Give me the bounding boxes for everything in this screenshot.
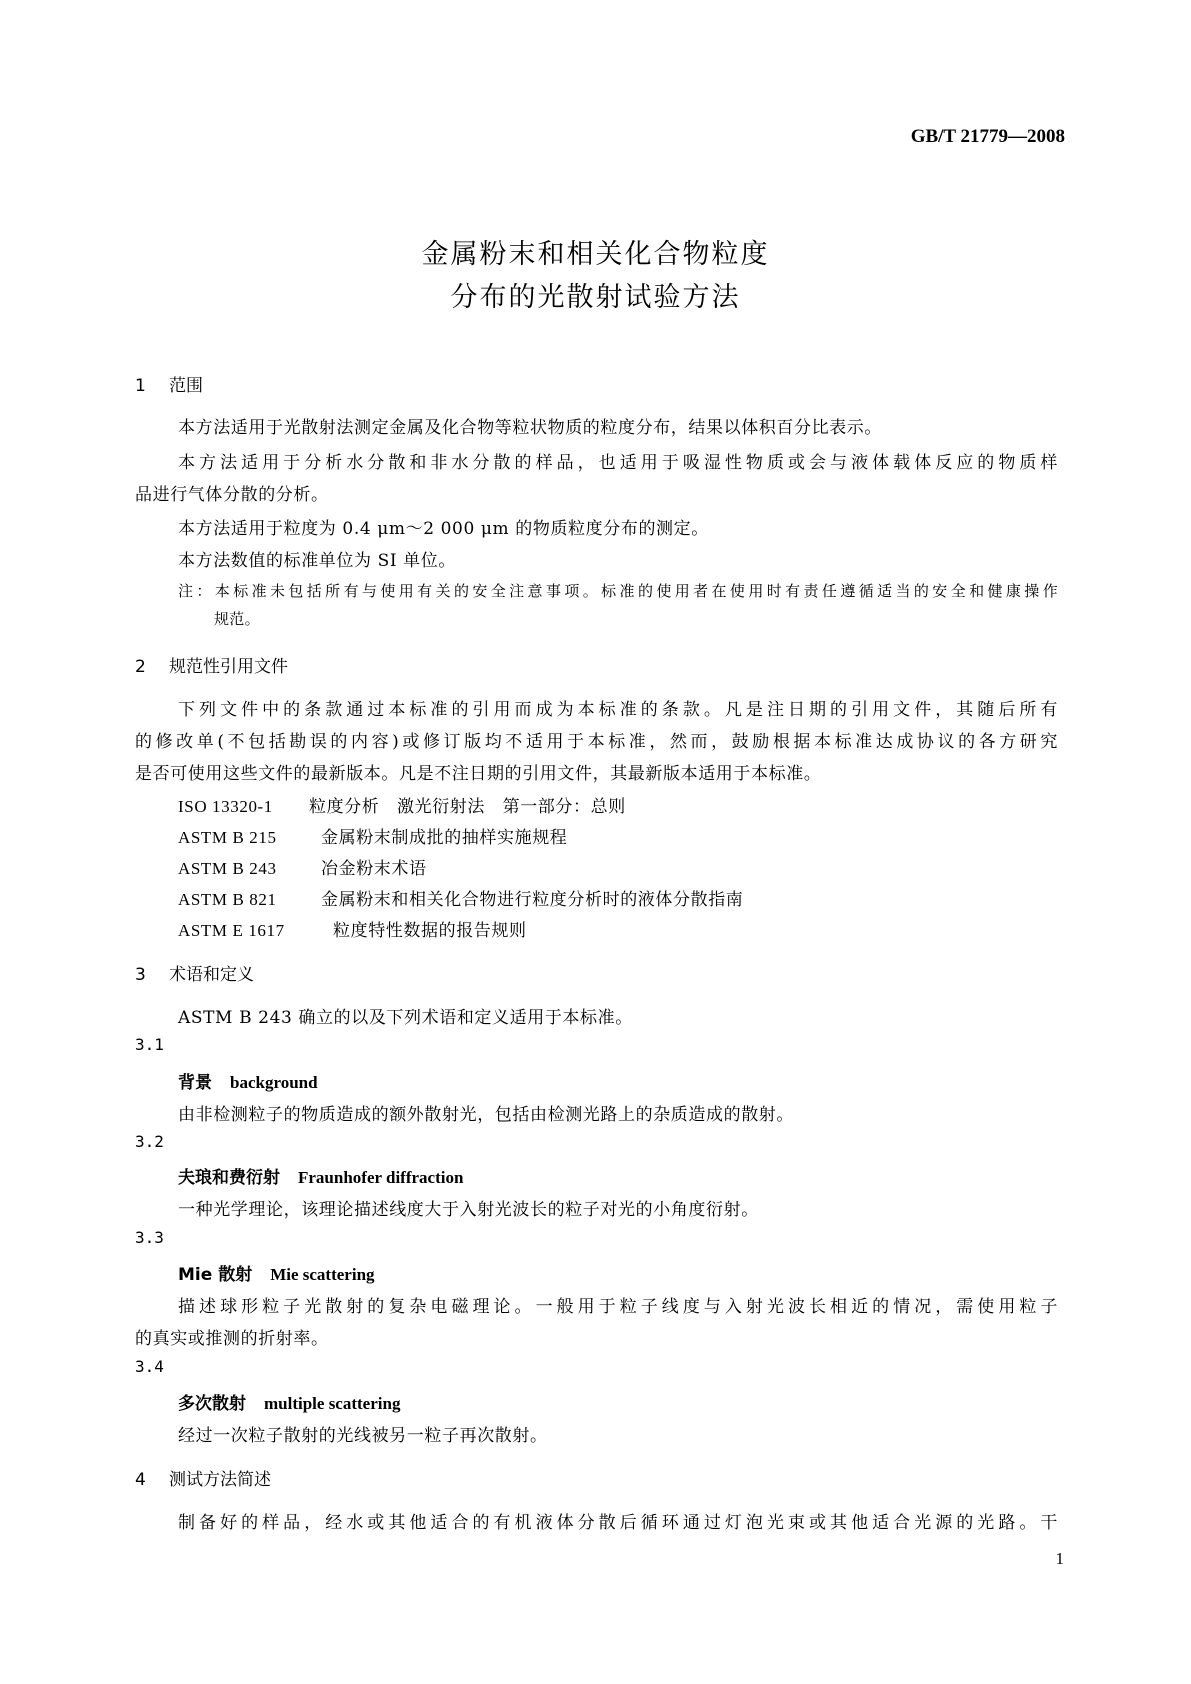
section-number: 3: [135, 965, 146, 985]
term-definition: 描述球形粒子光散射的复杂电磁理论。一般用于粒子线度与入射光波长相近的情况，需使用粒子: [178, 1297, 1058, 1317]
reference-item: [178, 823, 567, 848]
reference-title: 冶金粉末术语: [321, 859, 427, 879]
section-1-heading: [135, 371, 203, 396]
reference-item: [178, 792, 626, 817]
page-number: 1: [1055, 1549, 1064, 1568]
section-3-heading: [135, 960, 254, 985]
term-heading: [178, 1260, 375, 1285]
paragraph: 本方法适用于分析水分散和非水分散的样品，也适用于吸湿性物质或会与液体载体反应的物质样: [178, 453, 1058, 473]
paragraph: ASTM B 243 确立的以及下列术语和定义适用于本标准。: [178, 1008, 633, 1028]
paragraph: 制备好的样品，经水或其他适合的有机液体分散后循环通过灯泡光束或其他适合光源的光路。干: [178, 1513, 1058, 1533]
reference-code: ASTM E 1617: [178, 921, 285, 940]
section-title: 术语和定义: [169, 965, 254, 985]
term-number: 3.4: [135, 1357, 164, 1376]
section-number: 1: [135, 376, 146, 396]
note: 注：本标准未包括所有与使用有关的安全注意事项。标准的使用者在使用时有责任遵循适当的安全和健康操作: [178, 582, 1058, 600]
standard-code: GB/T 21779—2008: [910, 126, 1065, 147]
document-title-line1: 金属粉末和相关化合物粒度: [421, 239, 770, 270]
term-en: background: [230, 1073, 318, 1092]
document-title-line2: 分布的光散射试验方法: [450, 282, 741, 313]
reference-item: [178, 916, 527, 941]
reference-code: ASTM B 821: [178, 890, 277, 909]
paragraph-continuation: 是否可使用这些文件的最新版本。凡是不注日期的引用文件，其最新版本适用于本标准。: [135, 764, 822, 784]
term-number: 3.2: [135, 1132, 164, 1151]
reference-title: 粒度特性数据的报告规则: [333, 921, 527, 941]
reference-code: ASTM B 215: [178, 828, 277, 847]
reference-title: 金属粉末和相关化合物进行粒度分析时的液体分散指南: [321, 890, 744, 910]
section-2-heading: [135, 652, 288, 677]
term-zh: 多次散射: [178, 1394, 246, 1414]
section-number: 2: [135, 657, 146, 677]
term-en: Fraunhofer diffraction: [298, 1168, 464, 1187]
paragraph-continuation: 的修改单(不包括勘误的内容)或修订版均不适用于本标准，然而，鼓励根据本标准达成协议的各方研究: [135, 732, 1058, 752]
term-number: 3.3: [135, 1228, 164, 1247]
term-heading: [178, 1389, 400, 1414]
note-continuation: 规范。: [214, 610, 260, 628]
term-definition-continuation: 的真实或推测的折射率。: [135, 1329, 329, 1349]
term-heading: [178, 1068, 318, 1093]
section-title: 范围: [169, 376, 203, 396]
term-definition: 经过一次粒子散射的光线被另一粒子再次散射。: [178, 1426, 548, 1446]
reference-code: ASTM B 243: [178, 859, 277, 878]
paragraph: 本方法数值的标准单位为 SI 单位。: [178, 551, 456, 571]
paragraph-continuation: 品进行气体分散的分析。: [135, 485, 329, 505]
paragraph: 下列文件中的条款通过本标准的引用而成为本标准的条款。凡是注日期的引用文件，其随后所有: [178, 700, 1058, 720]
reference-code: ISO 13320-1: [178, 797, 273, 816]
reference-title: 金属粉末制成批的抽样实施规程: [321, 828, 568, 848]
paragraph: 本方法适用于光散射法测定金属及化合物等粒状物质的粒度分布，结果以体积百分比表示。: [178, 418, 882, 438]
term-definition: 一种光学理论，该理论描述线度大于入射光波长的粒子对光的小角度衍射。: [178, 1200, 759, 1220]
term-zh: 夫琅和费衍射: [178, 1168, 280, 1188]
term-heading: [178, 1163, 463, 1188]
section-number: 4: [135, 1470, 146, 1490]
reference-item: [178, 854, 427, 879]
section-4-heading: [135, 1465, 271, 1490]
term-definition: 由非检测粒子的物质造成的额外散射光，包括由检测光路上的杂质造成的散射。: [178, 1105, 794, 1125]
term-zh: Mie 散射: [178, 1265, 253, 1285]
section-title: 规范性引用文件: [169, 657, 288, 677]
term-en: Mie scattering: [270, 1265, 375, 1284]
term-zh: 背景: [178, 1073, 212, 1093]
paragraph: 本方法适用于粒度为 0.4 μm～2 000 μm 的物质粒度分布的测定。: [178, 519, 709, 539]
term-number: 3.1: [135, 1035, 164, 1054]
section-title: 测试方法简述: [169, 1470, 271, 1490]
reference-item: [178, 885, 743, 910]
term-en: multiple scattering: [264, 1394, 401, 1413]
reference-title: 粒度分析 激光衍射法 第一部分：总则: [309, 797, 626, 817]
